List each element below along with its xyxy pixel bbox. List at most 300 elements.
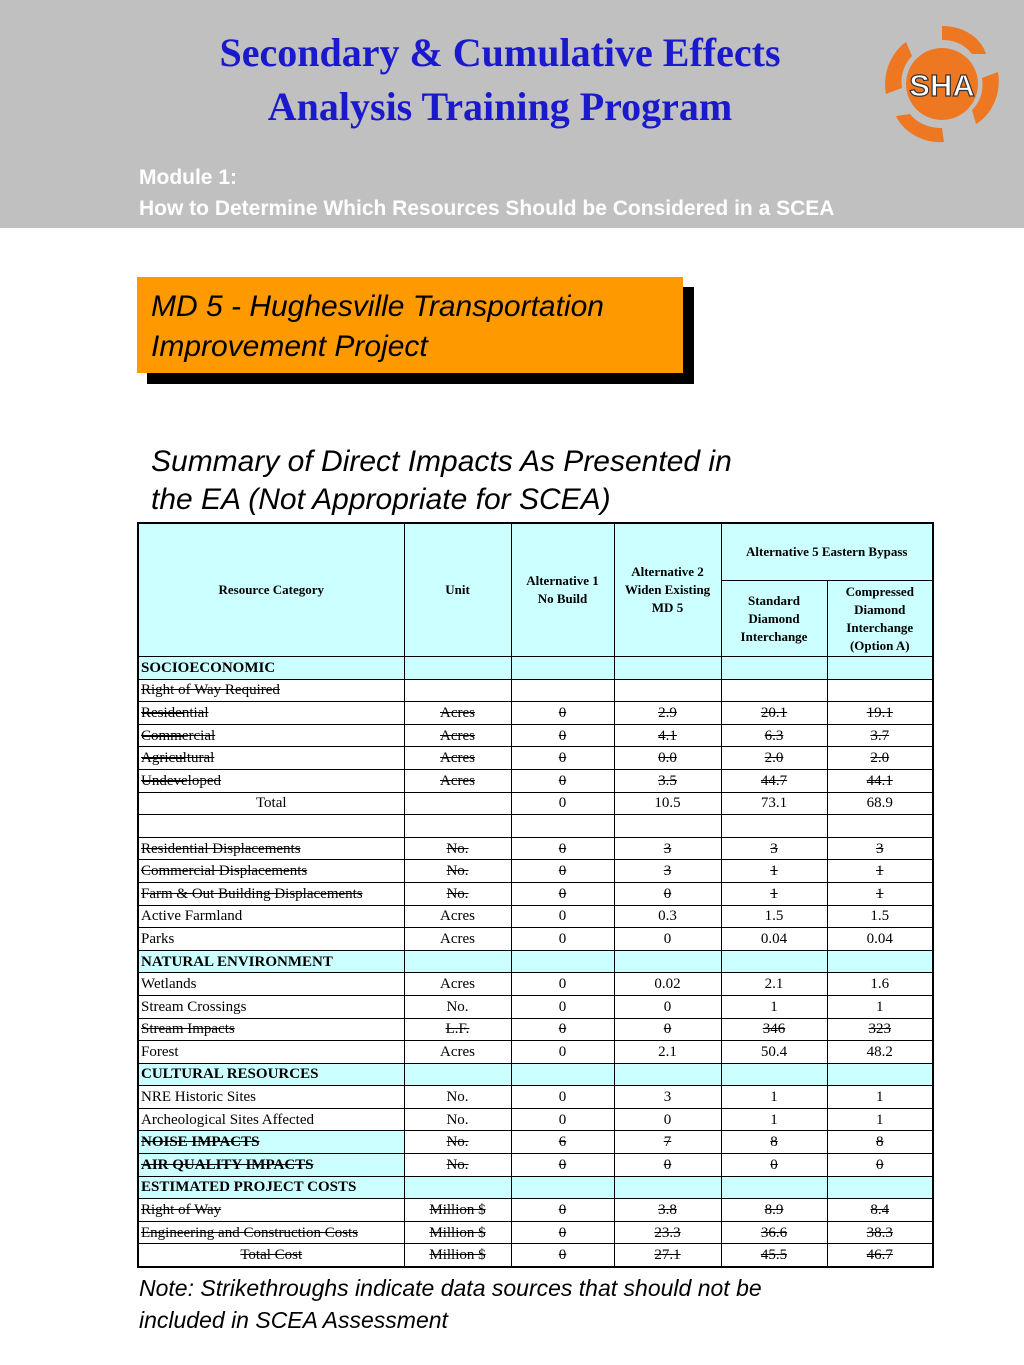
alt1-value [511,928,614,951]
compressed-diamond-value [827,837,933,860]
header-alt2 [614,523,721,657]
resource-label [138,882,404,905]
alt1-value-text: 0 [558,1089,567,1106]
alt1-value [511,769,614,792]
unit-cell-text: Acres [440,930,475,947]
unit-cell [404,679,511,702]
standard-diamond-value-text: 1 [770,1111,778,1128]
header-alt1-line-1: Alternative 1 [526,573,599,588]
resource-label-text: AIR QUALITY IMPACTS [141,1156,314,1173]
unit-cell-text: No. [446,1134,469,1151]
alt1-value [511,1199,614,1222]
standard-diamond-value [721,679,827,702]
header-comp-line-1: Compressed [845,583,914,599]
alt1-value-text: 0 [558,727,567,744]
unit-cell [404,1154,511,1177]
table-row [138,1108,933,1131]
standard-diamond-value [721,792,827,815]
resource-label-text: Stream Impacts [141,1021,235,1038]
unit-cell-text: Acres [440,727,475,744]
compressed-diamond-value [827,1176,933,1199]
unit-cell-text: No. [446,885,469,902]
compressed-diamond-value [827,702,933,725]
alt1-value [511,792,614,815]
alt1-value-text: 0 [558,930,567,947]
alt2-value [614,1176,721,1199]
alt2-value [614,702,721,725]
alt2-value-text: 4.1 [658,727,677,744]
standard-diamond-value [721,837,827,860]
resource-label [138,792,404,815]
compressed-diamond-value-text: 0 [876,1156,884,1173]
standard-diamond-value [721,815,827,838]
compressed-diamond-value-text: 38.3 [866,1224,893,1241]
resource-label [138,928,404,951]
alt2-value [614,995,721,1018]
alt2-value [614,1086,721,1109]
table-row [138,837,933,860]
alt2-value [614,1108,721,1131]
alt1-value-text: 0 [558,1111,567,1128]
compressed-diamond-value [827,1244,933,1267]
compressed-diamond-value-text: 1 [876,998,884,1015]
standard-diamond-value-text: 8.9 [764,1202,784,1219]
table-row [138,769,933,792]
resource-label-text: Undeveloped [141,772,221,789]
resource-label-text: Residential Displacements [141,840,301,857]
table-row [138,860,933,883]
alt1-value [511,882,614,905]
compressed-diamond-value-text: 1.6 [870,976,890,993]
section-row [138,657,933,680]
alt2-value [614,1131,721,1154]
standard-diamond-value-text: 1.5 [764,908,784,925]
resource-label [138,1018,404,1041]
compressed-diamond-value [827,905,933,928]
alt1-value-text: 0 [558,1156,567,1173]
resource-label [138,1108,404,1131]
alt2-value-text: 0.3 [658,908,677,925]
resource-label-text: Forest [141,1043,179,1060]
subtitle-line-1: Summary of Direct Impacts As Presented in [151,445,732,478]
table-row [138,995,933,1018]
table-row [138,1041,933,1064]
title-line-2: Analysis Training Program [267,84,733,129]
compressed-diamond-value-text: 1 [876,1111,884,1128]
header-banner [0,0,1024,228]
alt2-value [614,950,721,973]
alt2-value-text: 0 [663,1021,672,1038]
resource-label [138,702,404,725]
standard-diamond-value [721,905,827,928]
header-comp-line-3: Interchange [846,619,914,635]
unit-cell-text: Acres [440,772,475,789]
section-row [138,1063,933,1086]
alt1-value [511,995,614,1018]
alt2-value-text: 0 [663,1111,672,1128]
alt1-value-text: 0 [558,1202,567,1219]
resource-label-text: Active Farmland [141,908,243,925]
compressed-diamond-value-text: 323 [868,1021,891,1038]
compressed-diamond-value-text: 68.9 [866,795,893,812]
resource-label [138,1154,404,1177]
unit-cell [404,1176,511,1199]
alt2-value [614,1244,721,1267]
table-row [138,679,933,702]
resource-label-text: Wetlands [141,976,197,993]
table-body [138,657,933,1268]
resource-label [138,995,404,1018]
alt1-value [511,1041,614,1064]
resource-label [138,815,404,838]
alt1-value-text: 0 [558,863,567,880]
alt1-value [511,747,614,770]
alt1-value-text: 0 [558,1224,567,1241]
resource-label [138,1244,404,1267]
alt1-value [511,973,614,996]
compressed-diamond-value [827,1086,933,1109]
logo-text: SHA [909,68,975,103]
standard-diamond-value [721,882,827,905]
alt2-value-text: 10.5 [654,795,681,812]
alt1-value [511,860,614,883]
table-row [138,1244,933,1267]
alt1-value-text: 0 [558,1021,567,1038]
unit-cell-text: Acres [440,976,475,993]
compressed-diamond-value [827,1063,933,1086]
compressed-diamond-value [827,724,933,747]
standard-diamond-value [721,724,827,747]
unit-cell-text: Million $ [429,1247,486,1264]
standard-diamond-value [721,1221,827,1244]
resource-label [138,860,404,883]
table-row [138,747,933,770]
resource-label [138,1221,404,1244]
strikethrough-note [139,1272,762,1336]
alt2-value-text: 0.02 [654,976,681,993]
compressed-diamond-value [827,1131,933,1154]
unit-cell-text: Acres [440,1043,475,1060]
compressed-diamond-value [827,995,933,1018]
resource-label-text: CULTURAL RESOURCES [141,1066,319,1083]
unit-cell [404,724,511,747]
unit-cell [404,1108,511,1131]
unit-cell-text: No. [446,1111,469,1128]
compressed-diamond-value [827,973,933,996]
title-line-1: Secondary & Cumulative Effects [219,30,781,75]
alt2-value [614,679,721,702]
alt1-value-text: 0 [558,976,567,993]
compressed-diamond-value [827,1154,933,1177]
alt2-value-text: 2.1 [658,1043,677,1060]
unit-cell [404,905,511,928]
alt1-value-text: 6 [558,1134,567,1151]
unit-cell [404,769,511,792]
standard-diamond-value [721,1063,827,1086]
alt1-value-text: 0 [558,885,567,902]
resource-label-text: NRE Historic Sites [141,1089,256,1106]
unit-cell [404,1131,511,1154]
alt2-value [614,882,721,905]
resource-label [138,724,404,747]
standard-diamond-value [721,1199,827,1222]
alt2-value-text: 0 [663,1156,672,1173]
alt2-value-text: 0 [663,930,672,947]
page-title [150,26,850,134]
standard-diamond-value [721,747,827,770]
unit-cell-text: No. [446,998,469,1015]
alt1-value-text: 0 [558,998,567,1015]
table-row [138,1199,933,1222]
standard-diamond-value-text: 20.1 [760,704,788,721]
compressed-diamond-value-text: 1 [876,1089,884,1106]
alt1-value [511,1131,614,1154]
compressed-diamond-value-text: 3.7 [870,727,890,744]
table-row [138,973,933,996]
header-comp-line-4: (Option A) [849,637,910,653]
callout-line-1: MD 5 - Hughesville Transportation [151,290,604,323]
header-alt2-line-1: Alternative 2 [631,564,704,579]
unit-cell-text: Acres [440,908,475,925]
resource-label-text: Total Cost [240,1247,303,1264]
section-row [138,950,933,973]
table-row [138,1154,933,1177]
table-row [138,882,933,905]
alt1-value [511,1221,614,1244]
standard-diamond-value [721,769,827,792]
callout-text [151,287,604,367]
resource-label [138,973,404,996]
compressed-diamond-value-text: 46.7 [866,1247,893,1264]
alt1-value [511,815,614,838]
resource-label [138,747,404,770]
table-row [138,905,933,928]
header-alt1-line-2: No Build [537,591,588,606]
header-alt2-line-2: Widen Existing [624,582,711,597]
standard-diamond-value-text: 6.3 [764,727,784,744]
resource-label-text: Farm & Out Building Displacements [141,885,363,902]
alt1-value [511,1063,614,1086]
resource-label-text: Commercial Displacements [141,863,308,880]
header-alt2-line-3: MD 5 [651,600,684,615]
unit-cell [404,747,511,770]
resource-label [138,905,404,928]
alt2-value [614,1154,721,1177]
table-header [138,523,933,657]
alt1-value [511,1154,614,1177]
alt2-value-text: 0 [663,998,672,1015]
table-row [138,928,933,951]
compressed-diamond-value [827,747,933,770]
resource-label-text: Engineering and Construction Costs [141,1224,359,1241]
resource-label-text: Agricultural [141,750,215,767]
compressed-diamond-value [827,815,933,838]
standard-diamond-value-text: 2.0 [764,750,784,767]
standard-diamond-value-text: 44.7 [760,772,788,789]
resource-label [138,1131,404,1154]
alt1-value [511,1108,614,1131]
header-alt1 [511,523,614,657]
resource-label [138,950,404,973]
alt2-value [614,1041,721,1064]
standard-diamond-value-text: 8 [770,1134,778,1151]
resource-label-text: Total [255,795,287,812]
compressed-diamond-value-text: 48.2 [866,1043,893,1060]
standard-diamond-value [721,1244,827,1267]
table-row [138,702,933,725]
unit-cell [404,792,511,815]
standard-diamond-value-text: 1 [770,1089,778,1106]
alt2-value-text: 3.8 [658,1202,677,1219]
alt1-value [511,1176,614,1199]
standard-diamond-value [721,1086,827,1109]
resource-label-text: Commercial [141,727,216,744]
compressed-diamond-value [827,1108,933,1131]
alt2-value-text: 3.5 [658,772,677,789]
resource-label-text: ESTIMATED PROJECT COSTS [141,1179,357,1196]
alt1-value [511,950,614,973]
unit-cell [404,837,511,860]
unit-cell [404,702,511,725]
alt1-value [511,657,614,680]
resource-label-text: NOISE IMPACTS [141,1134,260,1151]
resource-label-text: NATURAL ENVIRONMENT [141,953,333,970]
table-row [138,1221,933,1244]
alt2-value [614,792,721,815]
unit-cell [404,1063,511,1086]
compressed-diamond-value [827,928,933,951]
standard-diamond-value [721,1018,827,1041]
compressed-diamond-value-text: 3 [876,840,884,857]
alt1-value-text: 0 [558,840,567,857]
alt1-value-text: 0 [558,772,567,789]
resource-label [138,1199,404,1222]
compressed-diamond-value [827,1199,933,1222]
alt2-value-text: 0.0 [658,750,677,767]
alt2-value-text: 23.3 [654,1224,681,1241]
alt1-value-text: 0 [558,795,567,812]
header-compressed-diamond [827,581,933,657]
unit-cell [404,1199,511,1222]
alt2-value [614,657,721,680]
alt2-value [614,815,721,838]
header-standard-diamond [721,581,827,657]
module-line-1: Module 1: [139,166,237,189]
alt2-value [614,1199,721,1222]
compressed-diamond-value [827,1018,933,1041]
compressed-diamond-value-text: 8.4 [870,1202,890,1219]
standard-diamond-value-text: 45.5 [760,1247,788,1264]
unit-cell [404,657,511,680]
compressed-diamond-value-text: 19.1 [866,704,893,721]
unit-cell [404,860,511,883]
table-row [138,1086,933,1109]
standard-diamond-value [721,1108,827,1131]
standard-diamond-value [721,973,827,996]
standard-diamond-value [721,657,827,680]
unit-cell [404,1018,511,1041]
unit-cell-text: Million $ [429,1202,486,1219]
unit-cell-text: Acres [440,704,475,721]
resource-label [138,679,404,702]
resource-label [138,769,404,792]
alt2-value-text: 27.1 [654,1247,681,1264]
alt2-value [614,928,721,951]
alt2-value-text: 3 [663,1089,672,1106]
header-comp-line-2: Diamond [854,601,906,617]
standard-diamond-value-text: 1 [770,998,778,1015]
alt1-value-text: 0 [558,908,567,925]
unit-cell [404,973,511,996]
resource-label-text: Right of Way [141,1202,222,1219]
unit-cell [404,815,511,838]
resource-label-text: Parks [141,930,175,947]
standard-diamond-value [721,1131,827,1154]
alt2-value [614,747,721,770]
header-std-line-2: Diamond [748,610,800,626]
alt1-value [511,679,614,702]
sha-logo-icon [878,20,1006,148]
alt2-value [614,1063,721,1086]
standard-diamond-value [721,1176,827,1199]
standard-diamond-value-text: 73.1 [760,795,788,812]
unit-cell [404,1221,511,1244]
resource-label [138,1176,404,1199]
alt2-value [614,860,721,883]
table-subtitle [151,443,732,519]
compressed-diamond-value-text: 1 [876,863,884,880]
unit-cell-text: No. [446,863,469,880]
standard-diamond-value-text: 3 [770,840,778,857]
resource-label [138,1041,404,1064]
resource-label [138,837,404,860]
standard-diamond-value [721,950,827,973]
compressed-diamond-value-text: 1.5 [870,908,890,925]
unit-cell-text: L.F. [445,1021,470,1038]
compressed-diamond-value [827,950,933,973]
alt1-value [511,1244,614,1267]
compressed-diamond-value-text: 2.0 [870,750,890,767]
standard-diamond-value [721,702,827,725]
table-row [138,724,933,747]
alt2-value [614,1018,721,1041]
standard-diamond-value [721,1154,827,1177]
alt2-value [614,769,721,792]
alt2-value-text: 7 [663,1134,672,1151]
standard-diamond-value-text: 0 [770,1156,778,1173]
unit-cell [404,1244,511,1267]
header-alt5: Alternative 5 Eastern Bypass [721,523,933,581]
standard-diamond-value-text: 2.1 [764,976,784,993]
compressed-diamond-value [827,1221,933,1244]
alt2-value-text: 3 [663,863,672,880]
note-line-2: included in SCEA Assessment [139,1307,448,1333]
resource-label-text: Archeological Sites Affected [141,1111,314,1128]
compressed-diamond-value-text: 8 [876,1134,884,1151]
unit-cell-text: No. [446,1156,469,1173]
unit-cell-text: Acres [440,750,475,767]
unit-cell [404,1086,511,1109]
module-line-2: How to Determine Which Resources Should be Considered in a SCEA [139,197,835,220]
unit-cell [404,1041,511,1064]
standard-diamond-value-text: 0.04 [760,930,788,947]
alt1-value-text: 0 [558,1043,567,1060]
alt2-value [614,905,721,928]
resource-label [138,1086,404,1109]
unit-cell-text: No. [446,840,469,857]
unit-cell [404,882,511,905]
standard-diamond-value-text: 36.6 [760,1224,788,1241]
